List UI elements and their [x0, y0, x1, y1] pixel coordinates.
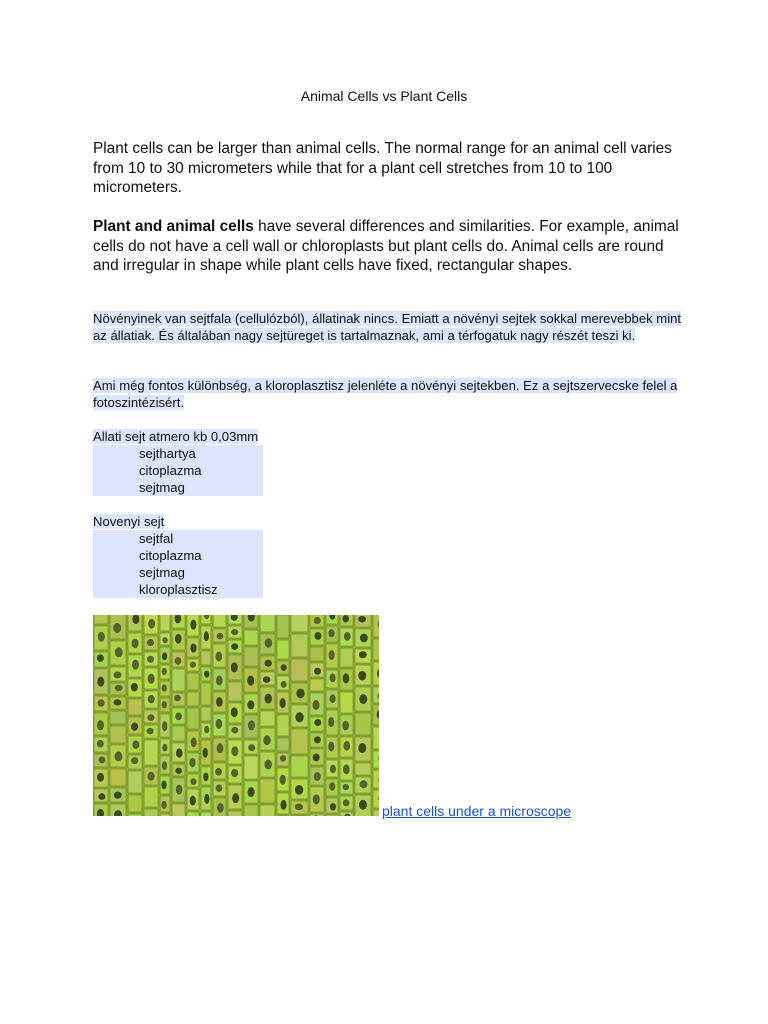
- micrograph-cell: [128, 699, 142, 715]
- micrograph-nucleus: [162, 744, 167, 751]
- micrograph-cell: [110, 726, 126, 743]
- micrograph-cell: [244, 630, 258, 645]
- micrograph-nucleus: [175, 634, 182, 644]
- micrograph-cell: [355, 763, 371, 775]
- micrograph-nucleus: [360, 634, 368, 643]
- plant-cell-parts-list: [93, 530, 263, 598]
- list-item: sejthartya: [93, 445, 263, 462]
- micrograph-nucleus: [204, 671, 209, 678]
- list-item: sejtfal: [93, 530, 263, 547]
- micrograph-nucleus: [98, 793, 105, 800]
- micrograph-nucleus: [231, 629, 238, 635]
- micrograph-cell: [373, 727, 379, 749]
- micrograph-cell: [213, 615, 226, 627]
- micrograph-cell: [144, 809, 158, 816]
- micrograph-cell: [244, 756, 258, 779]
- micrograph-cell: [277, 715, 289, 736]
- paragraph-hu-cell-wall-text: Növényinek van sejtfala (cellulózból), állatinak nincs. Emiatt a növényi sejtek sokkal merevebbek mint az állatiak. És általában nagy sejtüreget is tartalmaznak, ami a térfogatuk nagy részét teszi ki.: [93, 311, 682, 343]
- micrograph-nucleus: [131, 683, 138, 692]
- micrograph-nucleus: [314, 668, 321, 675]
- micrograph-nucleus: [215, 768, 222, 776]
- micrograph-nucleus: [280, 800, 286, 810]
- micrograph-nucleus: [217, 803, 224, 813]
- micrograph-nucleus: [281, 681, 287, 688]
- micrograph-nucleus: [204, 794, 209, 804]
- paragraph-differences-rest: have several differences and similarities. For example, animal cells do not have a cell wall or chloroplasts but plant cells do. Animal cells are round and irregular in shape while plant cells have fixed, rectangular shapes.: [93, 218, 679, 274]
- micrograph-nucleus: [359, 694, 367, 704]
- micrograph-cell: [228, 811, 242, 816]
- micrograph-cell: [373, 770, 379, 788]
- micrograph-cell: [340, 692, 353, 713]
- micrograph-nucleus: [148, 695, 155, 703]
- micrograph-nucleus: [263, 735, 270, 745]
- micrograph-nucleus: [295, 712, 303, 722]
- micrograph-nucleus: [203, 773, 208, 782]
- micrograph-cell: [277, 615, 289, 638]
- micrograph-cell: [187, 708, 199, 729]
- micrograph-drawing: [93, 615, 379, 816]
- micrograph-nucleus: [216, 719, 223, 729]
- micrograph-cell: [260, 615, 275, 632]
- micrograph-nucleus: [358, 671, 366, 681]
- micrograph-nucleus: [314, 772, 321, 781]
- micrograph-nucleus: [248, 744, 255, 751]
- micrograph-cell: [172, 804, 185, 816]
- micrograph-cell: [128, 814, 142, 816]
- micrograph-nucleus: [189, 758, 195, 767]
- micrograph-nucleus: [97, 740, 104, 747]
- micrograph-nucleus: [175, 712, 182, 720]
- micrograph-nucleus: [204, 726, 209, 733]
- plant-cell-heading: [93, 513, 164, 530]
- micrograph-nucleus: [231, 746, 238, 756]
- micrograph-nucleus: [328, 717, 334, 727]
- micrograph-nucleus: [216, 784, 223, 791]
- animal-cell-heading-text: Allati sejt atmero kb 0,03mm: [93, 429, 259, 444]
- micrograph-nucleus: [131, 757, 138, 764]
- micrograph-cell: [128, 795, 142, 812]
- micrograph-nucleus: [342, 615, 349, 622]
- micrograph-nucleus: [216, 697, 223, 707]
- micrograph-nucleus: [295, 804, 303, 811]
- micrograph-nucleus: [358, 743, 366, 753]
- micrograph-nucleus: [328, 629, 334, 637]
- micrograph-cell: [244, 805, 258, 816]
- micrograph-cell: [201, 683, 211, 705]
- list-item: citoplazma: [93, 462, 263, 479]
- micrograph-caption-link[interactable]: plant cells under a microscope: [382, 803, 572, 819]
- micrograph-cell: [244, 647, 258, 666]
- micrograph-cell: [201, 651, 211, 665]
- animal-cell-heading: [93, 428, 258, 445]
- micrograph-nucleus: [280, 755, 286, 762]
- micrograph-nucleus: [97, 720, 104, 730]
- micrograph-nucleus: [147, 728, 154, 735]
- micrograph-nucleus: [358, 616, 366, 623]
- micrograph-nucleus: [162, 761, 167, 770]
- micrograph-cell: [373, 751, 379, 768]
- micrograph-nucleus: [148, 674, 155, 684]
- micrograph-nucleus: [359, 800, 367, 810]
- micrograph-nucleus: [328, 741, 334, 751]
- micrograph-cell: [110, 711, 126, 724]
- micrograph-nucleus: [203, 748, 208, 758]
- micrograph-nucleus: [176, 748, 183, 757]
- micrograph-nucleus: [263, 676, 270, 683]
- paragraph-differences: [93, 217, 683, 276]
- micrograph-nucleus: [113, 623, 121, 633]
- micrograph-cell: [94, 615, 108, 624]
- micrograph-cell: [277, 640, 289, 659]
- micrograph-cell: [110, 769, 126, 786]
- micrograph-nucleus: [114, 792, 122, 799]
- micrograph-cell: [160, 615, 170, 631]
- micrograph-nucleus: [98, 699, 105, 706]
- micrograph-nucleus: [162, 668, 167, 675]
- micrograph-nucleus: [329, 650, 335, 660]
- micrograph-nucleus: [147, 656, 154, 663]
- micrograph-nucleus: [314, 617, 321, 624]
- micrograph-nucleus: [343, 799, 350, 806]
- micrograph-nucleus: [161, 780, 166, 789]
- micrograph-nucleus: [216, 675, 223, 685]
- micrograph-cell: [291, 729, 308, 754]
- paragraph-hu-chloroplast: [93, 377, 683, 411]
- micrograph-nucleus: [162, 701, 167, 708]
- micrograph-cell: [373, 790, 379, 808]
- micrograph-nucleus: [360, 780, 368, 788]
- micrograph-nucleus: [330, 694, 336, 703]
- micrograph-nucleus: [176, 785, 183, 795]
- micrograph-nucleus: [97, 677, 104, 687]
- micrograph-nucleus: [175, 768, 182, 774]
- micrograph-nucleus: [115, 685, 123, 691]
- micrograph-nucleus: [312, 700, 319, 710]
- micrograph-nucleus: [190, 643, 196, 652]
- micrograph-nucleus: [148, 619, 155, 629]
- micrograph-cell: [310, 679, 324, 691]
- micrograph-nucleus: [162, 684, 167, 691]
- micrograph-nucleus: [247, 676, 254, 686]
- micrograph-cell: [277, 738, 289, 751]
- paragraph-hu-cell-wall: [93, 310, 683, 344]
- micrograph-cell: [201, 812, 211, 816]
- list-item: citoplazma: [93, 547, 263, 564]
- micrograph-nucleus: [342, 721, 349, 731]
- micrograph-cell: [291, 615, 308, 632]
- micrograph-nucleus: [314, 736, 321, 743]
- micrograph-nucleus: [163, 637, 168, 643]
- micrograph-nucleus: [248, 720, 255, 730]
- micrograph-nucleus: [231, 707, 238, 717]
- micrograph-cell: [291, 756, 308, 777]
- micrograph-nucleus: [295, 785, 303, 795]
- micrograph-cell: [187, 812, 199, 816]
- list-item: kloroplasztisz: [93, 581, 263, 598]
- micrograph-cell: [310, 647, 324, 661]
- list-item: sejtmag: [93, 564, 263, 581]
- micrograph-nucleus: [343, 673, 350, 683]
- micrograph-nucleus: [204, 631, 209, 641]
- micrograph-nucleus: [217, 633, 224, 640]
- micrograph-nucleus: [314, 719, 321, 726]
- micrograph-nucleus: [132, 741, 139, 749]
- micrograph-cell: [144, 740, 158, 765]
- micrograph-nucleus: [313, 794, 320, 804]
- micrograph-nucleus: [265, 638, 272, 648]
- paragraph-differences-bold: Plant and animal cells: [93, 218, 254, 235]
- micrograph-nucleus: [97, 654, 104, 661]
- micrograph-nucleus: [280, 775, 286, 785]
- micrograph-nucleus: [114, 751, 122, 761]
- micrograph-nucleus: [147, 714, 154, 721]
- micrograph-nucleus: [329, 782, 335, 790]
- micrograph-nucleus: [330, 673, 336, 682]
- micrograph-nucleus: [330, 765, 336, 773]
- micrograph-nucleus: [115, 647, 123, 657]
- micrograph-cell: [228, 682, 242, 701]
- micrograph-cell: [160, 814, 170, 816]
- micrograph-cell: [373, 639, 379, 660]
- micrograph-cell: [373, 810, 379, 816]
- micrograph-nucleus: [191, 738, 197, 748]
- micrograph-nucleus: [98, 757, 105, 764]
- micrograph-cell: [260, 711, 275, 726]
- micrograph-nucleus: [264, 660, 271, 667]
- micrograph-nucleus: [264, 760, 271, 770]
- micrograph-nucleus: [231, 727, 238, 734]
- micrograph-cell: [326, 815, 338, 816]
- micrograph-nucleus: [132, 660, 139, 670]
- plant-cell-heading-text: Novenyi sejt: [93, 514, 165, 529]
- micrograph-cell: [187, 692, 199, 706]
- micrograph-nucleus: [248, 787, 255, 797]
- paragraph-cell-size: Plant cells can be larger than animal cells. The normal range for an animal cell varies from 10 to 30 micrometers while that for a plant cell stretches from 10 to 100 micrometers.: [93, 140, 672, 196]
- micrograph-nucleus: [113, 671, 121, 678]
- micrograph-nucleus: [281, 664, 287, 671]
- paragraph-hu-chloroplast-text: Ami még fontos különbség, a kloroplasztisz jelenléte a növényi sejtekben. Ez a sejtszervecske felel a fotoszintézisért.: [93, 378, 678, 410]
- micrograph-nucleus: [147, 639, 154, 646]
- micrograph-nucleus: [231, 643, 238, 650]
- micrograph-nucleus: [190, 778, 196, 785]
- plant-cells-micrograph: [93, 615, 379, 816]
- micrograph-cell: [340, 648, 353, 667]
- micrograph-nucleus: [161, 801, 166, 809]
- micrograph-nucleus: [342, 784, 349, 790]
- micrograph-nucleus: [231, 662, 238, 672]
- micrograph-nucleus: [174, 695, 181, 702]
- micrograph-nucleus: [344, 632, 351, 641]
- micrograph-nucleus: [280, 698, 286, 708]
- micrograph-nucleus: [190, 662, 196, 668]
- micrograph-nucleus: [114, 699, 122, 705]
- micrograph-nucleus: [98, 632, 105, 642]
- list-item: sejtmag: [93, 479, 263, 496]
- document-title: Animal Cells vs Plant Cells: [300, 88, 468, 104]
- micrograph-nucleus: [343, 741, 350, 751]
- micrograph-nucleus: [265, 694, 272, 704]
- micrograph-nucleus: [131, 723, 138, 731]
- micrograph-cell: [201, 707, 211, 721]
- micrograph-cell: [172, 726, 185, 741]
- micrograph-nucleus: [314, 632, 321, 640]
- micrograph-nucleus: [190, 796, 196, 806]
- micrograph-nucleus: [313, 754, 320, 762]
- micrograph-nucleus: [232, 793, 239, 803]
- micrograph-nucleus: [97, 773, 104, 782]
- animal-cell-parts-list: [93, 445, 263, 496]
- micrograph-nucleus: [162, 721, 167, 731]
- micrograph-cell: [355, 713, 371, 735]
- micrograph-nucleus: [359, 651, 367, 658]
- micrograph-nucleus: [190, 620, 196, 630]
- micrograph-nucleus: [132, 639, 139, 649]
- micrograph-cell: [187, 673, 199, 690]
- micrograph-nucleus: [216, 652, 223, 662]
- micrograph-nucleus: [343, 764, 350, 774]
- micrograph-nucleus: [148, 772, 155, 781]
- micrograph-nucleus: [231, 769, 238, 777]
- micrograph-cell: [144, 787, 158, 807]
- micrograph-cell: [172, 669, 185, 691]
- micrograph-cell: [260, 805, 275, 816]
- micrograph-nucleus: [175, 657, 182, 664]
- micrograph-cell: [291, 659, 308, 681]
- micrograph-cell: [128, 771, 142, 793]
- micrograph-nucleus: [247, 700, 254, 709]
- micrograph-nucleus: [296, 689, 304, 699]
- micrograph-cell: [260, 779, 275, 803]
- micrograph-cell: [291, 634, 308, 657]
- micrograph-cell: [373, 615, 379, 637]
- micrograph-nucleus: [330, 803, 336, 810]
- micrograph-nucleus: [162, 652, 167, 660]
- micrograph-nucleus: [217, 743, 224, 753]
